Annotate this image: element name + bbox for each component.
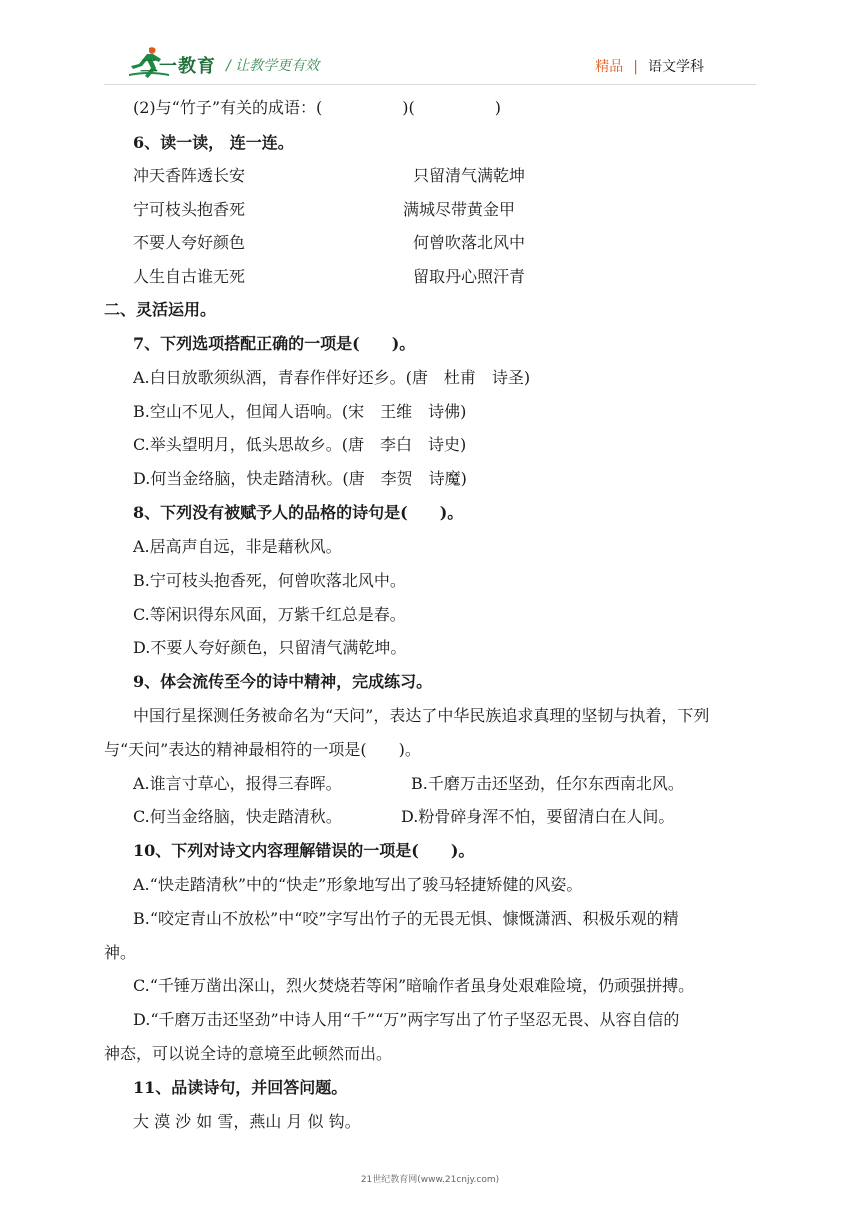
q6-left-4: 人生自古谁无死 — [133, 267, 246, 286]
q8-option-c: C.等闲识得东风面，万紫千红总是春。 — [133, 605, 406, 624]
q8-title: 8、下列没有被赋予人的品格的诗句是( )。 — [133, 503, 464, 522]
header-tags — [595, 56, 704, 76]
brand-name: 二一教育 — [140, 56, 216, 77]
q10-option-d-line-2: 神态，可以说全诗的意境至此顿然而出。 — [104, 1044, 393, 1063]
q6-right-3: 何曾吹落北风中 — [413, 233, 526, 252]
tag-separator: | — [633, 59, 638, 75]
q6-left-1: 冲天香阵透长安 — [133, 166, 246, 185]
section-2-heading: 二、灵活运用。 — [104, 300, 217, 319]
q8-option-b: B.宁可枝头抱香死，何曾吹落北风中。 — [133, 571, 406, 590]
page-footer: 21世纪教育网(www.21cnjy.com) — [360, 1175, 500, 1185]
q9-option-d: D.粉骨碎身浑不怕，要留清白在人间。 — [401, 807, 675, 826]
brand-slogan: / 让教学更有效 — [226, 58, 320, 74]
q10-option-a: A.“快走踏清秋”中的“快走”形象地写出了骏马轻捷矫健的风姿。 — [133, 875, 583, 894]
q10-option-b-line-2: 神。 — [104, 943, 137, 962]
q9-option-a: A.谁言寸草心，报得三春晖。 — [133, 774, 342, 793]
q6-left-2: 宁可枝头抱香死 — [133, 200, 246, 219]
q9-stem-line-1: 中国行星探测任务被命名为“天问”，表达了中华民族追求真理的坚韧与执着，下列 — [133, 706, 710, 725]
q6-title: 6、读一读， 连一连。 — [133, 133, 294, 152]
q8-option-d: D.不要人夸好颜色，只留清气满乾坤。 — [133, 638, 407, 657]
subject-tag: 语文学科 — [648, 59, 704, 75]
header-divider — [104, 84, 756, 85]
q11-poem-line: 大 漠 沙 如 雪，燕山 月 似 钩。 — [133, 1112, 361, 1131]
q7-option-b: B.空山不见人，但闻人语响。(宋 王维 诗佛) — [133, 402, 467, 421]
q7-option-c: C.举头望明月，低头思故乡。(唐 李白 诗史) — [133, 435, 467, 454]
q7-option-d: D.何当金络脑，快走踏清秋。(唐 李贺 诗魔) — [133, 469, 467, 488]
q10-title: 10、下列对诗文内容理解错误的一项是( )。 — [133, 841, 475, 860]
q6-right-4: 留取丹心照汗青 — [413, 267, 526, 286]
q10-option-d-line-1: D.“千磨万击还坚劲”中诗人用“千”“万”两字写出了竹子坚忍无畏、从容自信的 — [133, 1010, 680, 1029]
q9-option-c: C.何当金络脑，快走踏清秋。 — [133, 807, 342, 826]
q9-option-b: B.千磨万击还坚劲，任尔东西南北风。 — [411, 774, 684, 793]
q10-option-b-line-1: B.“咬定青山不放松”中“咬”字写出竹子的无畏无惧、慷慨潇洒、积极乐观的精 — [133, 909, 679, 928]
q6-right-1: 只留清气满乾坤 — [413, 166, 526, 185]
q7-option-a: A.白日放歌须纵酒，青春作伴好还乡。(唐 杜甫 诗圣) — [133, 368, 531, 387]
page-header — [0, 0, 860, 92]
quality-tag: 精品 — [595, 59, 624, 75]
q11-title: 11、品读诗句，并回答问题。 — [133, 1078, 348, 1097]
q6-left-3: 不要人夸好颜色 — [133, 233, 246, 252]
q7-title: 7、下列选项搭配正确的一项是( )。 — [133, 334, 416, 353]
q6-right-2: 满城尽带黄金甲 — [403, 200, 516, 219]
q9-stem-line-2: 与“天问”表达的精神最相符的一项是( )。 — [104, 740, 421, 759]
q8-option-a: A.居高声自远，非是藉秋风。 — [133, 537, 342, 556]
q5-item-2: (2)与“竹子”有关的成语：( )( ) — [133, 98, 501, 117]
q10-option-c: C.“千锤万凿出深山，烈火焚烧若等闲”暗喻作者虽身处艰难险境，仍顽强拼搏。 — [133, 976, 695, 995]
q9-title: 9、体会流传至今的诗中精神，完成练习。 — [133, 672, 433, 691]
